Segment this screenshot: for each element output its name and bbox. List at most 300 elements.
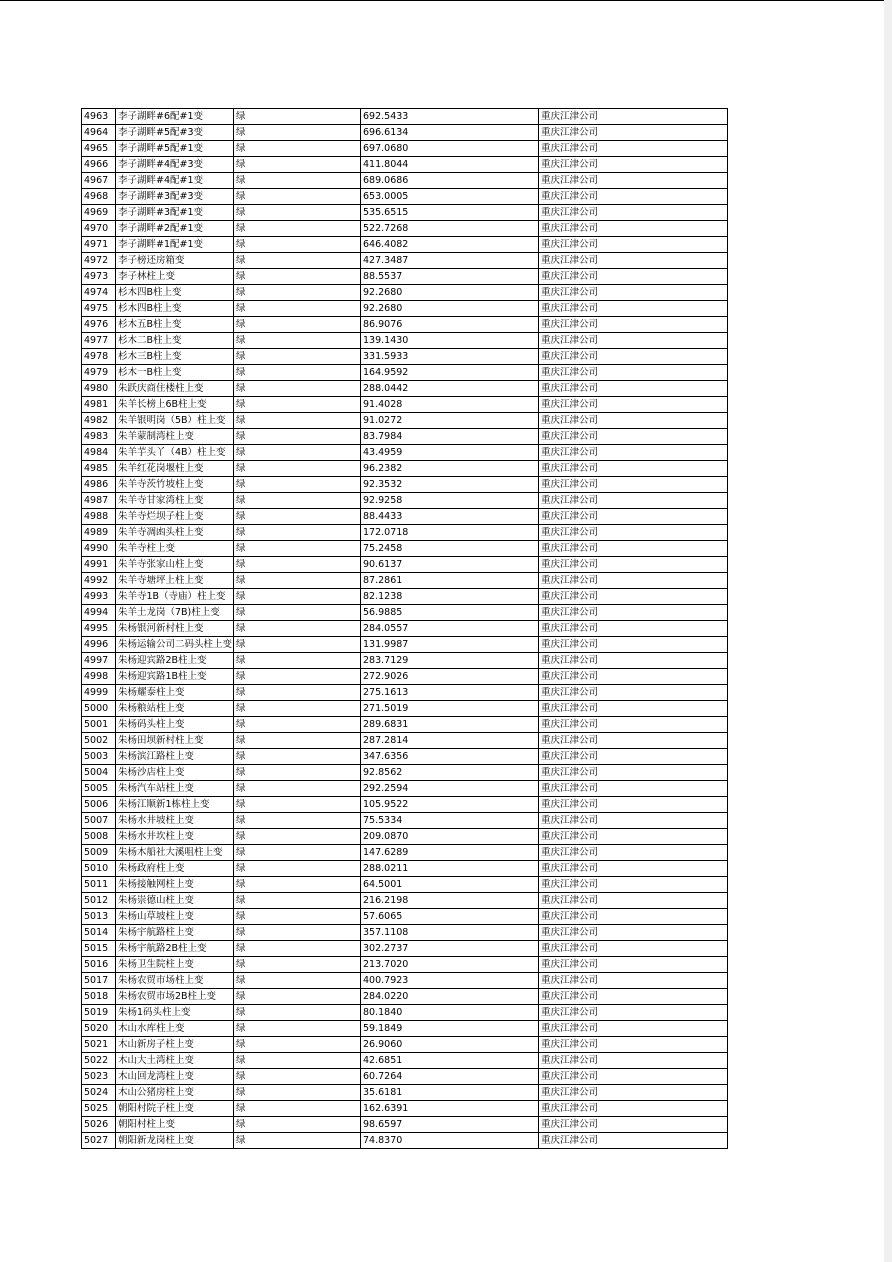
- transformer-name-cell: 朝阳村院子柱上变: [116, 1101, 234, 1117]
- status-cell: 绿: [234, 861, 361, 877]
- company-cell: 重庆江津公司: [539, 189, 728, 205]
- value-cell: 26.9060: [361, 1037, 539, 1053]
- row-id-cell: 5026: [82, 1117, 116, 1133]
- transformer-name-cell: 朱杨崇德山柱上变: [116, 893, 234, 909]
- row-id-cell: 4990: [82, 541, 116, 557]
- transformer-name-cell: 朱跃庆商住楼柱上变: [116, 381, 234, 397]
- transformer-name-cell: 李子湖畔#4配#1变: [116, 173, 234, 189]
- table-row: [82, 749, 728, 765]
- table-row: [82, 189, 728, 205]
- row-id-cell: 4977: [82, 333, 116, 349]
- row-id-cell: 5007: [82, 813, 116, 829]
- table-row: [82, 173, 728, 189]
- row-id-cell: 4993: [82, 589, 116, 605]
- status-cell: 绿: [234, 733, 361, 749]
- value-cell: 92.9258: [361, 493, 539, 509]
- transformer-name-cell: 朱羊土龙岗（7B)柱上变: [116, 605, 234, 621]
- row-id-cell: 4995: [82, 621, 116, 637]
- transformer-name-cell: 李子榜还房箱变: [116, 253, 234, 269]
- status-cell: 绿: [234, 125, 361, 141]
- company-cell: 重庆江津公司: [539, 413, 728, 429]
- row-id-cell: 4969: [82, 205, 116, 221]
- transformer-name-cell: 朝阳村柱上变: [116, 1117, 234, 1133]
- transformer-name-cell: 朱羊寺塘坪上柱上变: [116, 573, 234, 589]
- transformer-name-cell: 朱羊寺1B（寺庙）柱上变: [116, 589, 234, 605]
- table-row: [82, 829, 728, 845]
- company-cell: 重庆江津公司: [539, 685, 728, 701]
- status-cell: 绿: [234, 685, 361, 701]
- value-cell: 283.7129: [361, 653, 539, 669]
- table-row: [82, 877, 728, 893]
- status-cell: 绿: [234, 493, 361, 509]
- row-id-cell: 5027: [82, 1133, 116, 1149]
- value-cell: 147.6289: [361, 845, 539, 861]
- transformer-name-cell: 朱杨银河新村柱上变: [116, 621, 234, 637]
- table-row: [82, 445, 728, 461]
- table-row: [82, 205, 728, 221]
- row-id-cell: 5016: [82, 957, 116, 973]
- company-cell: 重庆江津公司: [539, 973, 728, 989]
- row-id-cell: 4982: [82, 413, 116, 429]
- company-cell: 重庆江津公司: [539, 589, 728, 605]
- value-cell: 216.2198: [361, 893, 539, 909]
- status-cell: 绿: [234, 605, 361, 621]
- value-cell: 289.6831: [361, 717, 539, 733]
- status-cell: 绿: [234, 941, 361, 957]
- row-id-cell: 5014: [82, 925, 116, 941]
- row-id-cell: 5012: [82, 893, 116, 909]
- value-cell: 284.0220: [361, 989, 539, 1005]
- company-cell: 重庆江津公司: [539, 653, 728, 669]
- transformer-name-cell: 朱杨迎宾路1B柱上变: [116, 669, 234, 685]
- table-row: [82, 765, 728, 781]
- row-id-cell: 4992: [82, 573, 116, 589]
- company-cell: 重庆江津公司: [539, 157, 728, 173]
- value-cell: 696.6134: [361, 125, 539, 141]
- table-row: [82, 941, 728, 957]
- value-cell: 88.4433: [361, 509, 539, 525]
- status-cell: 绿: [234, 557, 361, 573]
- value-cell: 57.6065: [361, 909, 539, 925]
- page-top-border: [0, 0, 892, 1]
- status-cell: 绿: [234, 301, 361, 317]
- table-row: [82, 397, 728, 413]
- company-cell: 重庆江津公司: [539, 285, 728, 301]
- row-id-cell: 5025: [82, 1101, 116, 1117]
- transformer-name-cell: 朱杨迎宾路2B柱上变: [116, 653, 234, 669]
- value-cell: 288.0211: [361, 861, 539, 877]
- table-row: [82, 477, 728, 493]
- status-cell: 绿: [234, 189, 361, 205]
- transformer-name-cell: 朱羊寺茨竹坡柱上变: [116, 477, 234, 493]
- value-cell: 87.2861: [361, 573, 539, 589]
- status-cell: 绿: [234, 893, 361, 909]
- table-row: [82, 861, 728, 877]
- value-cell: 91.4028: [361, 397, 539, 413]
- company-cell: 重庆江津公司: [539, 573, 728, 589]
- transformer-name-cell: 朱羊银明岗（5B）柱上变: [116, 413, 234, 429]
- row-id-cell: 5003: [82, 749, 116, 765]
- transformer-name-cell: 杉木一B柱上变: [116, 365, 234, 381]
- transformer-name-cell: 李子湖畔#5配#1变: [116, 141, 234, 157]
- company-cell: 重庆江津公司: [539, 877, 728, 893]
- company-cell: 重庆江津公司: [539, 781, 728, 797]
- transformer-name-cell: 朱羊寺烂坝子柱上变: [116, 509, 234, 525]
- row-id-cell: 5018: [82, 989, 116, 1005]
- status-cell: 绿: [234, 269, 361, 285]
- value-cell: 272.9026: [361, 669, 539, 685]
- value-cell: 60.7264: [361, 1069, 539, 1085]
- transformer-name-cell: 李子湖畔#3配#3变: [116, 189, 234, 205]
- table-row: [82, 493, 728, 509]
- row-id-cell: 5001: [82, 717, 116, 733]
- table-row: [82, 237, 728, 253]
- company-cell: 重庆江津公司: [539, 1053, 728, 1069]
- status-cell: 绿: [234, 749, 361, 765]
- table-row: [82, 1021, 728, 1037]
- company-cell: 重庆江津公司: [539, 797, 728, 813]
- company-cell: 重庆江津公司: [539, 1069, 728, 1085]
- value-cell: 59.1849: [361, 1021, 539, 1037]
- status-cell: 绿: [234, 1021, 361, 1037]
- company-cell: 重庆江津公司: [539, 237, 728, 253]
- row-id-cell: 4973: [82, 269, 116, 285]
- company-cell: 重庆江津公司: [539, 717, 728, 733]
- value-cell: 347.6356: [361, 749, 539, 765]
- row-id-cell: 4971: [82, 237, 116, 253]
- table-row: [82, 285, 728, 301]
- row-id-cell: 4999: [82, 685, 116, 701]
- row-id-cell: 4983: [82, 429, 116, 445]
- row-id-cell: 4968: [82, 189, 116, 205]
- value-cell: 91.0272: [361, 413, 539, 429]
- transformer-name-cell: 朱羊寺甘家湾柱上变: [116, 493, 234, 509]
- status-cell: 绿: [234, 253, 361, 269]
- transformer-name-cell: 李子林柱上变: [116, 269, 234, 285]
- row-id-cell: 5000: [82, 701, 116, 717]
- transformer-name-cell: 朱杨耀泰柱上变: [116, 685, 234, 701]
- table-row: [82, 333, 728, 349]
- row-id-cell: 5021: [82, 1037, 116, 1053]
- transformer-name-cell: 朱杨宇航路柱上变: [116, 925, 234, 941]
- transformer-name-cell: 木山公猪房柱上变: [116, 1085, 234, 1101]
- table-row: [82, 669, 728, 685]
- table-row: [82, 1117, 728, 1133]
- status-cell: 绿: [234, 509, 361, 525]
- row-id-cell: 4979: [82, 365, 116, 381]
- status-cell: 绿: [234, 573, 361, 589]
- transformer-name-cell: 朱羊蒙制湾柱上变: [116, 429, 234, 445]
- company-cell: 重庆江津公司: [539, 445, 728, 461]
- status-cell: 绿: [234, 989, 361, 1005]
- company-cell: 重庆江津公司: [539, 461, 728, 477]
- table-row: [82, 573, 728, 589]
- company-cell: 重庆江津公司: [539, 1085, 728, 1101]
- status-cell: 绿: [234, 701, 361, 717]
- value-cell: 131.9987: [361, 637, 539, 653]
- company-cell: 重庆江津公司: [539, 173, 728, 189]
- value-cell: 74.8370: [361, 1133, 539, 1149]
- value-cell: 653.0005: [361, 189, 539, 205]
- transformer-name-cell: 朱杨运输公司二码头柱上变: [116, 637, 234, 653]
- value-cell: 86.9076: [361, 317, 539, 333]
- value-cell: 92.2680: [361, 301, 539, 317]
- value-cell: 302.2737: [361, 941, 539, 957]
- company-cell: 重庆江津公司: [539, 109, 728, 125]
- transformer-name-cell: 李子湖畔#2配#1变: [116, 221, 234, 237]
- transformer-name-cell: 朱杨农贸市场柱上变: [116, 973, 234, 989]
- table-row: [82, 1037, 728, 1053]
- table-row: [82, 509, 728, 525]
- company-cell: 重庆江津公司: [539, 317, 728, 333]
- row-id-cell: 4966: [82, 157, 116, 173]
- transformer-name-cell: 朱杨江顺新1栋柱上变: [116, 797, 234, 813]
- value-cell: 96.2382: [361, 461, 539, 477]
- company-cell: 重庆江津公司: [539, 205, 728, 221]
- value-cell: 209.0870: [361, 829, 539, 845]
- transformer-name-cell: 朱杨木船社大溪咀柱上变: [116, 845, 234, 861]
- row-id-cell: 4972: [82, 253, 116, 269]
- table-row: [82, 621, 728, 637]
- status-cell: 绿: [234, 429, 361, 445]
- table-row: [82, 973, 728, 989]
- row-id-cell: 4985: [82, 461, 116, 477]
- table-row: [82, 365, 728, 381]
- table-row: [82, 413, 728, 429]
- company-cell: 重庆江津公司: [539, 1101, 728, 1117]
- status-cell: 绿: [234, 525, 361, 541]
- value-cell: 689.0686: [361, 173, 539, 189]
- company-cell: 重庆江津公司: [539, 477, 728, 493]
- row-id-cell: 4996: [82, 637, 116, 653]
- row-id-cell: 5008: [82, 829, 116, 845]
- value-cell: 92.3532: [361, 477, 539, 493]
- status-cell: 绿: [234, 717, 361, 733]
- table-row: [82, 893, 728, 909]
- value-cell: 75.2458: [361, 541, 539, 557]
- status-cell: 绿: [234, 317, 361, 333]
- value-cell: 411.8044: [361, 157, 539, 173]
- value-cell: 692.5433: [361, 109, 539, 125]
- value-cell: 522.7268: [361, 221, 539, 237]
- row-id-cell: 4991: [82, 557, 116, 573]
- status-cell: 绿: [234, 813, 361, 829]
- transformer-name-cell: 李子湖畔#5配#3变: [116, 125, 234, 141]
- row-id-cell: 4987: [82, 493, 116, 509]
- value-cell: 697.0680: [361, 141, 539, 157]
- company-cell: 重庆江津公司: [539, 813, 728, 829]
- value-cell: 271.5019: [361, 701, 539, 717]
- company-cell: 重庆江津公司: [539, 269, 728, 285]
- value-cell: 275.1613: [361, 685, 539, 701]
- company-cell: 重庆江津公司: [539, 1037, 728, 1053]
- transformer-name-cell: 杉木二B柱上变: [116, 333, 234, 349]
- status-cell: 绿: [234, 205, 361, 221]
- value-cell: 92.2680: [361, 285, 539, 301]
- value-cell: 357.1108: [361, 925, 539, 941]
- company-cell: 重庆江津公司: [539, 301, 728, 317]
- row-id-cell: 5017: [82, 973, 116, 989]
- company-cell: 重庆江津公司: [539, 349, 728, 365]
- company-cell: 重庆江津公司: [539, 701, 728, 717]
- company-cell: 重庆江津公司: [539, 397, 728, 413]
- transformer-name-cell: 李子湖畔#1配#1变: [116, 237, 234, 253]
- table-row: [82, 1085, 728, 1101]
- row-id-cell: 5015: [82, 941, 116, 957]
- value-cell: 56.9885: [361, 605, 539, 621]
- table-row: [82, 733, 728, 749]
- value-cell: 42.6851: [361, 1053, 539, 1069]
- transformer-name-cell: 杉木四B柱上变: [116, 285, 234, 301]
- status-cell: 绿: [234, 333, 361, 349]
- status-cell: 绿: [234, 1037, 361, 1053]
- company-cell: 重庆江津公司: [539, 637, 728, 653]
- row-id-cell: 4997: [82, 653, 116, 669]
- status-cell: 绿: [234, 1101, 361, 1117]
- row-id-cell: 4974: [82, 285, 116, 301]
- table-row: [82, 221, 728, 237]
- table-row: [82, 301, 728, 317]
- value-cell: 83.7984: [361, 429, 539, 445]
- status-cell: 绿: [234, 621, 361, 637]
- transformer-name-cell: 朱杨田坝新村柱上变: [116, 733, 234, 749]
- status-cell: 绿: [234, 365, 361, 381]
- transformer-name-cell: 李子湖畔#3配#1变: [116, 205, 234, 221]
- transformer-name-cell: 朱杨粮站柱上变: [116, 701, 234, 717]
- status-cell: 绿: [234, 413, 361, 429]
- transformer-name-cell: 朱杨接触网柱上变: [116, 877, 234, 893]
- status-cell: 绿: [234, 797, 361, 813]
- value-cell: 88.5537: [361, 269, 539, 285]
- status-cell: 绿: [234, 653, 361, 669]
- company-cell: 重庆江津公司: [539, 829, 728, 845]
- company-cell: 重庆江津公司: [539, 141, 728, 157]
- row-id-cell: 4994: [82, 605, 116, 621]
- company-cell: 重庆江津公司: [539, 989, 728, 1005]
- transformer-name-cell: 朱羊红花岗堰柱上变: [116, 461, 234, 477]
- company-cell: 重庆江津公司: [539, 765, 728, 781]
- table-row: [82, 1133, 728, 1149]
- status-cell: 绿: [234, 221, 361, 237]
- table-row: [82, 653, 728, 669]
- table-row: [82, 637, 728, 653]
- table-row: [82, 525, 728, 541]
- table-row: [82, 813, 728, 829]
- table-row: [82, 925, 728, 941]
- status-cell: 绿: [234, 669, 361, 685]
- company-cell: 重庆江津公司: [539, 845, 728, 861]
- status-cell: 绿: [234, 1005, 361, 1021]
- status-cell: 绿: [234, 1085, 361, 1101]
- row-id-cell: 4967: [82, 173, 116, 189]
- page-right-margin: [884, 0, 892, 1262]
- table-row: [82, 109, 728, 125]
- status-cell: 绿: [234, 765, 361, 781]
- company-cell: 重庆江津公司: [539, 957, 728, 973]
- table-row: [82, 269, 728, 285]
- status-cell: 绿: [234, 461, 361, 477]
- status-cell: 绿: [234, 1133, 361, 1149]
- table-row: [82, 957, 728, 973]
- company-cell: 重庆江津公司: [539, 1117, 728, 1133]
- transformer-name-cell: 李子湖畔#6配#1变: [116, 109, 234, 125]
- status-cell: 绿: [234, 957, 361, 973]
- company-cell: 重庆江津公司: [539, 541, 728, 557]
- row-id-cell: 5005: [82, 781, 116, 797]
- status-cell: 绿: [234, 349, 361, 365]
- row-id-cell: 4975: [82, 301, 116, 317]
- row-id-cell: 4989: [82, 525, 116, 541]
- row-id-cell: 4986: [82, 477, 116, 493]
- status-cell: 绿: [234, 637, 361, 653]
- row-id-cell: 5019: [82, 1005, 116, 1021]
- table-row: [82, 461, 728, 477]
- status-cell: 绿: [234, 925, 361, 941]
- value-cell: 35.6181: [361, 1085, 539, 1101]
- transformer-name-cell: 杉木三B柱上变: [116, 349, 234, 365]
- table-row: [82, 317, 728, 333]
- row-id-cell: 5004: [82, 765, 116, 781]
- table-row: [82, 1053, 728, 1069]
- table-row: [82, 605, 728, 621]
- value-cell: 288.0442: [361, 381, 539, 397]
- value-cell: 80.1840: [361, 1005, 539, 1021]
- value-cell: 75.5334: [361, 813, 539, 829]
- company-cell: 重庆江津公司: [539, 941, 728, 957]
- row-id-cell: 5009: [82, 845, 116, 861]
- table-row: [82, 541, 728, 557]
- status-cell: 绿: [234, 1117, 361, 1133]
- value-cell: 139.1430: [361, 333, 539, 349]
- transformer-name-cell: 朱羊长榜上6B柱上变: [116, 397, 234, 413]
- transformer-name-cell: 朱杨卫生院柱上变: [116, 957, 234, 973]
- row-id-cell: 4981: [82, 397, 116, 413]
- transformer-name-cell: 朱杨汽车站柱上变: [116, 781, 234, 797]
- transformer-name-cell: 木山回龙湾柱上变: [116, 1069, 234, 1085]
- company-cell: 重庆江津公司: [539, 429, 728, 445]
- value-cell: 82.1238: [361, 589, 539, 605]
- transformer-name-cell: 朱杨山草坡柱上变: [116, 909, 234, 925]
- row-id-cell: 5011: [82, 877, 116, 893]
- company-cell: 重庆江津公司: [539, 861, 728, 877]
- company-cell: 重庆江津公司: [539, 557, 728, 573]
- value-cell: 43.4959: [361, 445, 539, 461]
- table-row: [82, 381, 728, 397]
- status-cell: 绿: [234, 589, 361, 605]
- data-table: [81, 108, 728, 1149]
- status-cell: 绿: [234, 541, 361, 557]
- transformer-name-cell: 朱杨沙店柱上变: [116, 765, 234, 781]
- row-id-cell: 5024: [82, 1085, 116, 1101]
- value-cell: 284.0557: [361, 621, 539, 637]
- row-id-cell: 5006: [82, 797, 116, 813]
- table-row: [82, 909, 728, 925]
- transformer-name-cell: 朱杨宇航路2B柱上变: [116, 941, 234, 957]
- row-id-cell: 4980: [82, 381, 116, 397]
- value-cell: 427.3487: [361, 253, 539, 269]
- transformer-name-cell: 朱羊寺柱上变: [116, 541, 234, 557]
- table-row: [82, 349, 728, 365]
- company-cell: 重庆江津公司: [539, 909, 728, 925]
- company-cell: 重庆江津公司: [539, 621, 728, 637]
- transformer-name-cell: 木山新房子柱上变: [116, 1037, 234, 1053]
- value-cell: 646.4082: [361, 237, 539, 253]
- transformer-name-cell: 杉木四B柱上变: [116, 301, 234, 317]
- status-cell: 绿: [234, 381, 361, 397]
- transformer-name-cell: 杉木五B柱上变: [116, 317, 234, 333]
- company-cell: 重庆江津公司: [539, 605, 728, 621]
- company-cell: 重庆江津公司: [539, 525, 728, 541]
